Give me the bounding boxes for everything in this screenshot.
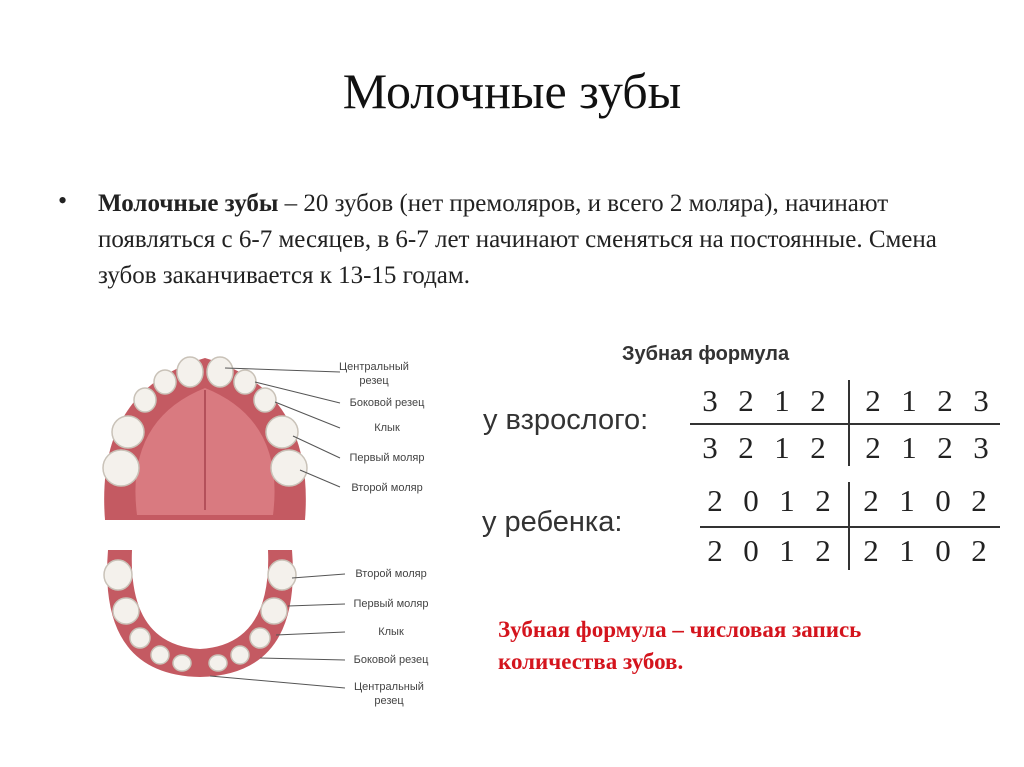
- formula-digit: 1: [899, 483, 915, 518]
- lower-label-second-molar: Второй моляр: [355, 568, 427, 580]
- formula-digit: 2: [738, 383, 754, 418]
- formula-digit: 1: [779, 533, 795, 568]
- upper-leader-lines: [215, 360, 345, 495]
- bullet-text: [98, 186, 958, 294]
- formula-digit: 2: [707, 483, 723, 518]
- adult-label: у взрослого:: [483, 404, 649, 436]
- lower-label-central-incisor: Центральный резец: [354, 681, 424, 707]
- formula-digit: 2: [865, 430, 881, 465]
- formula-digit: 3: [973, 430, 989, 465]
- formula-digit: 2: [865, 383, 881, 418]
- formula-digit: 3: [702, 430, 718, 465]
- formula-definition: Зубная формула – числовая запись количества зубов.: [498, 617, 862, 674]
- formula-digit: 2: [863, 533, 879, 568]
- formula-digit: 2: [971, 483, 987, 518]
- formula-digit: 2: [810, 430, 826, 465]
- formula-digit: 2: [815, 533, 831, 568]
- adult-midline: [848, 380, 850, 466]
- bullet-bold-lead: Молочные зубы: [98, 190, 279, 217]
- formula-digit: 2: [863, 483, 879, 518]
- bullet-body: – 20 зубов (нет премоляров, и всего 2 моляра), начинают появляться с 6-7 месяцев, в 6-7 лет начинают сменяться на постоянные. Смена зубов заканчивается к 13-15 годам.: [98, 190, 937, 289]
- formula-digit: 2: [738, 430, 754, 465]
- upper-label-second-molar: Второй моляр: [351, 482, 423, 494]
- formula-digit: 1: [774, 383, 790, 418]
- formula-digit: 0: [935, 533, 951, 568]
- upper-label-central-incisor: Центральный резец: [339, 361, 409, 387]
- formula-digit: 3: [973, 383, 989, 418]
- formula-title: Зубная формула: [622, 343, 790, 365]
- formula-digit: 1: [779, 483, 795, 518]
- bullet-marker: •: [58, 186, 68, 215]
- formula-digit: 2: [810, 383, 826, 418]
- formula-digit: 1: [899, 533, 915, 568]
- child-midline: [848, 482, 850, 570]
- formula-digit: 2: [937, 430, 953, 465]
- lower-label-lateral-incisor: Боковой резец: [353, 654, 429, 666]
- adult-fraction-line: [690, 423, 1000, 425]
- formula-digit: 3: [702, 383, 718, 418]
- formula-digit: 0: [935, 483, 951, 518]
- formula-digit: 1: [774, 430, 790, 465]
- formula-digit: 2: [815, 483, 831, 518]
- lower-leader-lines: [210, 570, 350, 695]
- formula-digit: 2: [707, 533, 723, 568]
- formula-digit: 0: [743, 533, 759, 568]
- formula-digit: 1: [901, 383, 917, 418]
- slide-title: Молочные зубы: [342, 63, 682, 119]
- child-label: у ребенка:: [482, 506, 623, 538]
- upper-label-lateral-incisor: Боковой резец: [349, 397, 425, 409]
- child-fraction-line: [700, 526, 1000, 528]
- formula-digit: 0: [743, 483, 759, 518]
- formula-digit: 1: [901, 430, 917, 465]
- upper-label-canine: Клык: [374, 422, 400, 434]
- formula-digit: 2: [971, 533, 987, 568]
- upper-label-first-molar: Первый моляр: [349, 452, 425, 464]
- lower-label-canine: Клык: [378, 626, 404, 638]
- formula-digit: 2: [937, 383, 953, 418]
- lower-label-first-molar: Первый моляр: [353, 598, 429, 610]
